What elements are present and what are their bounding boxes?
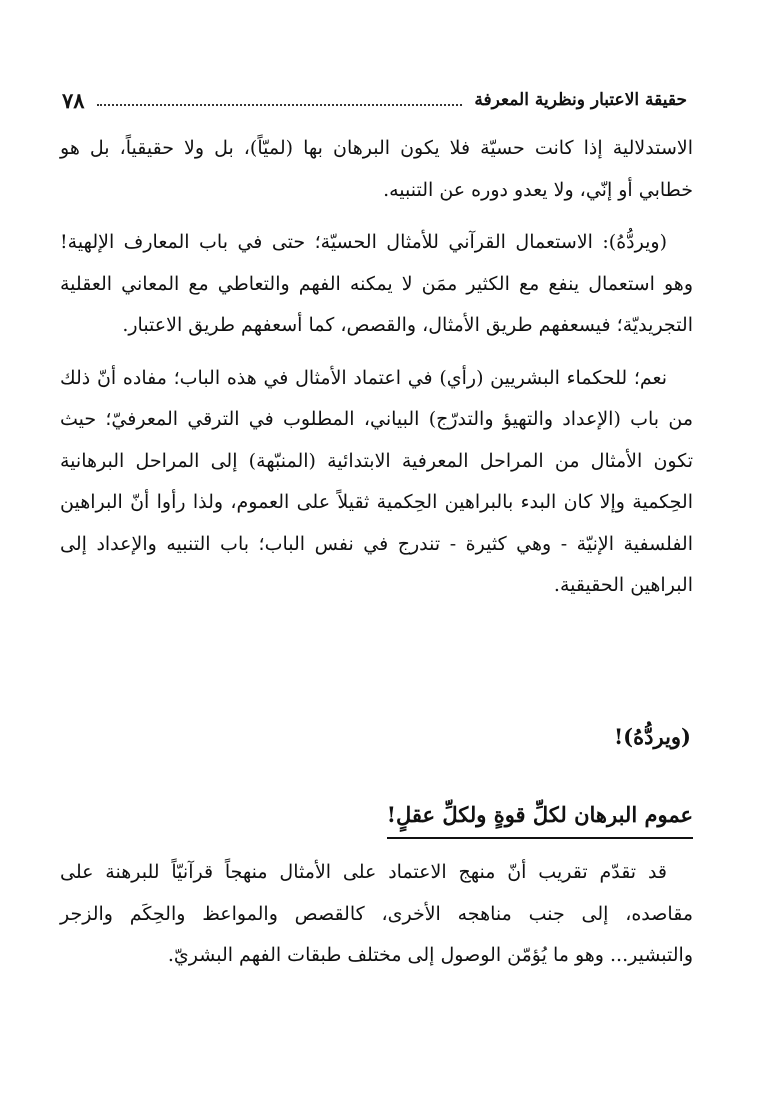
paragraph-continuation: الاستدلالية إذا كانت حسيّة فلا يكون البرهان بها (لميّاً)، بل ولا حقيقياً، بل هو خطابي أو إنّي، ولا يعدو دوره عن التنبيه. bbox=[60, 137, 693, 201]
running-header bbox=[62, 80, 687, 120]
paragraph-philosophers-view: نعم؛ للحكماء البشريين (رأي) في اعتماد الأمثال في هذه الباب؛ مفاده أنّ ذلك من باب (الإعداد والتهيؤ والتدرّج) البياني، المطلوب في الترقي المعرفيّ؛ حيث تكون الأمثال من المراحل المعرفية الابتدائية (المنبّهة) إلى المراحل البرهانية الحِكمية وإلا كان البدء بالبراهين الحِكمية ثقيلاً على العموم، ولذا رأوا أنّ البراهين الفلسفية الإنيّة - وهي كثيرة - تندرج في نفس الباب؛ باب التنبيه والإعداد إلى البراهين الحقيقية. bbox=[60, 366, 693, 596]
closing-body-text bbox=[60, 852, 693, 977]
header-title: حقيقة الاعتبار ونظرية المعرفة bbox=[474, 90, 687, 110]
body-text bbox=[60, 128, 693, 607]
header-leader-dots bbox=[97, 104, 463, 106]
subheading bbox=[60, 795, 693, 839]
paragraph-closing: قد تقدّم تقريب أنّ منهج الاعتماد على الأمثال منهجاً قرآنيّاً للبرهنة على مقاصده، إلى جنب مناهجه الأخرى، كالقصص والمواعظ والحِكَم والزجر والتبشير... وهو ما يُؤمّن الوصول إلى مختلف طبقات الفهم البشريّ. bbox=[60, 861, 693, 966]
subheading-text: عموم البرهان لكلِّ قوةٍ ولكلِّ عقلٍ! bbox=[387, 795, 693, 839]
page-number: ٧٨ bbox=[62, 87, 85, 113]
section-heading: (ويردُّهُ)! bbox=[613, 724, 691, 749]
paragraph-rebuttal: (ويردُّهُ): الاستعمال القرآني للأمثال الحسيّة؛ حتى في باب المعارف الإلهية! وهو استعمال ينفع مع الكثير ممَن لا يمكنه الفهم والتعاطي مع المعاني العقلية التجريديّة؛ فيسعفهم طريق الأمثال، والقصص، كما أسعفهم طريق الاعتبار. bbox=[60, 231, 693, 336]
